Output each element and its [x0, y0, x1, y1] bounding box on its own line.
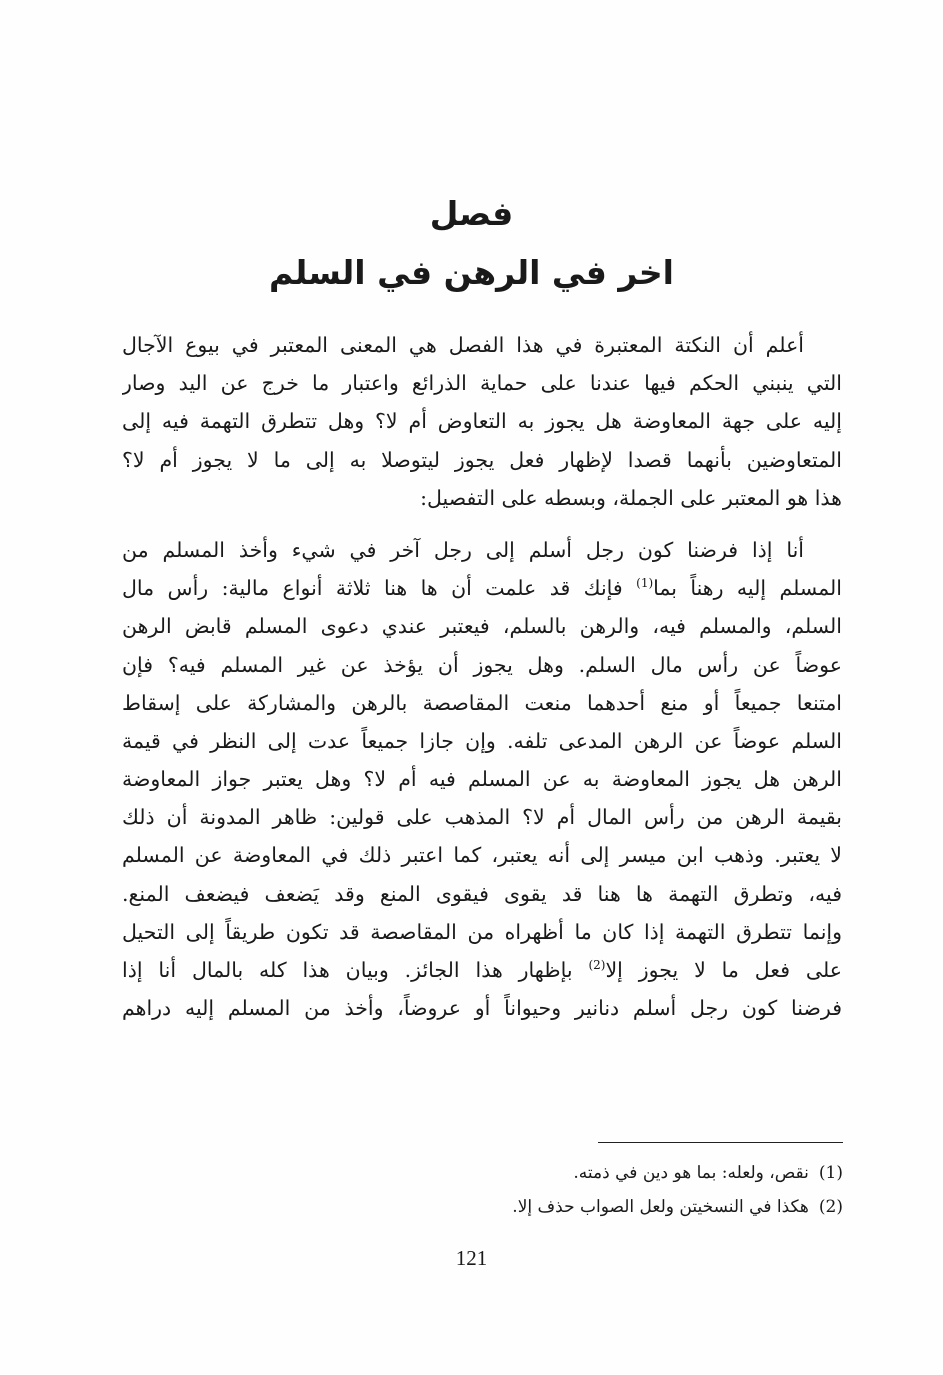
- text-line: هذا هو المعتبر على الجملة، وبسطه على التفصيل:: [420, 485, 842, 510]
- text-line: [122, 569, 842, 607]
- chapter-title: اخر في الرهن في السلم: [268, 253, 674, 292]
- text-line: بقيمة الرهن من رأس المال أم لا؟ المذهب على قولين: ظاهر المدونة أن ذلك: [122, 805, 842, 830]
- text-line: لا يعتبر. وذهب ابن ميسر إلى أنه يعتبر، كما اعتبر ذلك في المعاوضة عن المسلم: [122, 843, 842, 868]
- footnote-ref-1[interactable]: (1): [636, 576, 654, 591]
- text-line: التي ينبني الحكم فيها عندنا على حماية الذرائع واعتبار ما خرج عن اليد وصار: [122, 371, 842, 396]
- footnote-text: هكذا في النسخيتن ولعل الصواب حذف إلا.: [512, 1197, 809, 1217]
- text-line: السلم عوضاً عن الرهن المدعى تلفه. وإن جازا جميعاً عدت إلى النظر في قيمة: [122, 728, 842, 753]
- text-line: الرهن هل يجوز المعاوضة به عن المسلم فيه أم لا؟ وهل يعتبر جواز المعاوضة: [122, 767, 842, 792]
- text-line: وإنما تتطرق التهمة إذا كان ما أظهراه من المقاصصة قد تكون طريقاً إلى التحيل: [122, 919, 842, 944]
- footnotes: [400, 1156, 843, 1224]
- footnote-ref-2[interactable]: (2): [588, 958, 606, 973]
- text-line: فيه، وتطرق التهمة ها هنا قد يقوى فيقوى المنع وقد يَضعف فيضعف المنع.: [122, 881, 842, 906]
- chapter-label: فصل: [429, 194, 514, 233]
- footnote-number: (2): [818, 1197, 843, 1217]
- footnote-text: نقص، ولعله: بما هو دين في ذمته.: [573, 1163, 809, 1183]
- paragraph-gap: [122, 517, 842, 531]
- chapter-heading: [0, 190, 943, 298]
- text-line: أنا إذا فرضنا كون رجل أسلم إلى رجل آخر في شيء وأخذ المسلم من: [122, 537, 804, 562]
- text-line: عوضاً عن رأس مال السلم. وهل يجوز أن يؤخذ عن غير المسلم فيه؟ فإن: [122, 652, 842, 677]
- text-line: امتنعا جميعاً أو منع أحدهما منعت المقاصصة بالرهن والمشاركة على إسقاط: [122, 690, 842, 715]
- text-line: فرضنا كون رجل أسلم دنانير وحيواناً أو عروضاً، وأخذ من المسلم إليه دراهم: [122, 996, 842, 1021]
- text-segment: بإظهار هذا الجائز. وبيان هذا كله بالمال أنا إذا: [122, 958, 573, 982]
- text-line: أعلم أن النكتة المعتبرة في هذا الفصل هي المعنى المعتبر في بيوع الآجال: [122, 333, 804, 357]
- text-line: [122, 951, 842, 989]
- text-line: المتعاوضين بأنهما قصدا لإظهار فعل يجوز ليتوصلا به إلى ما لا يجوز أم لا؟: [122, 447, 842, 472]
- footnote-number: (1): [818, 1163, 843, 1183]
- body-text: [122, 326, 842, 1027]
- text-segment: على فعل ما لا يجوز إلا: [605, 958, 842, 982]
- footnote-2: [400, 1190, 843, 1224]
- page-number: 121: [455, 1246, 488, 1270]
- text-line: إليه على جهة المعاوضة هل يجوز به التعاوض أم لا؟ وهل تتطرق التهمة فيه إلى: [122, 409, 842, 434]
- text-segment: المسلم إليه رهناً بما: [653, 576, 842, 601]
- footnote-divider: [598, 1142, 843, 1143]
- text-line: السلم، والمسلم فيه، والرهن بالسلم، فيعتبر عندي دعوى المسلم قابض الرهن: [122, 614, 842, 639]
- text-segment: فإنك قد علمت أن ها هنا ثلاثة أنواع مالية: رأس مال: [122, 576, 623, 601]
- footnote-1: [400, 1156, 843, 1190]
